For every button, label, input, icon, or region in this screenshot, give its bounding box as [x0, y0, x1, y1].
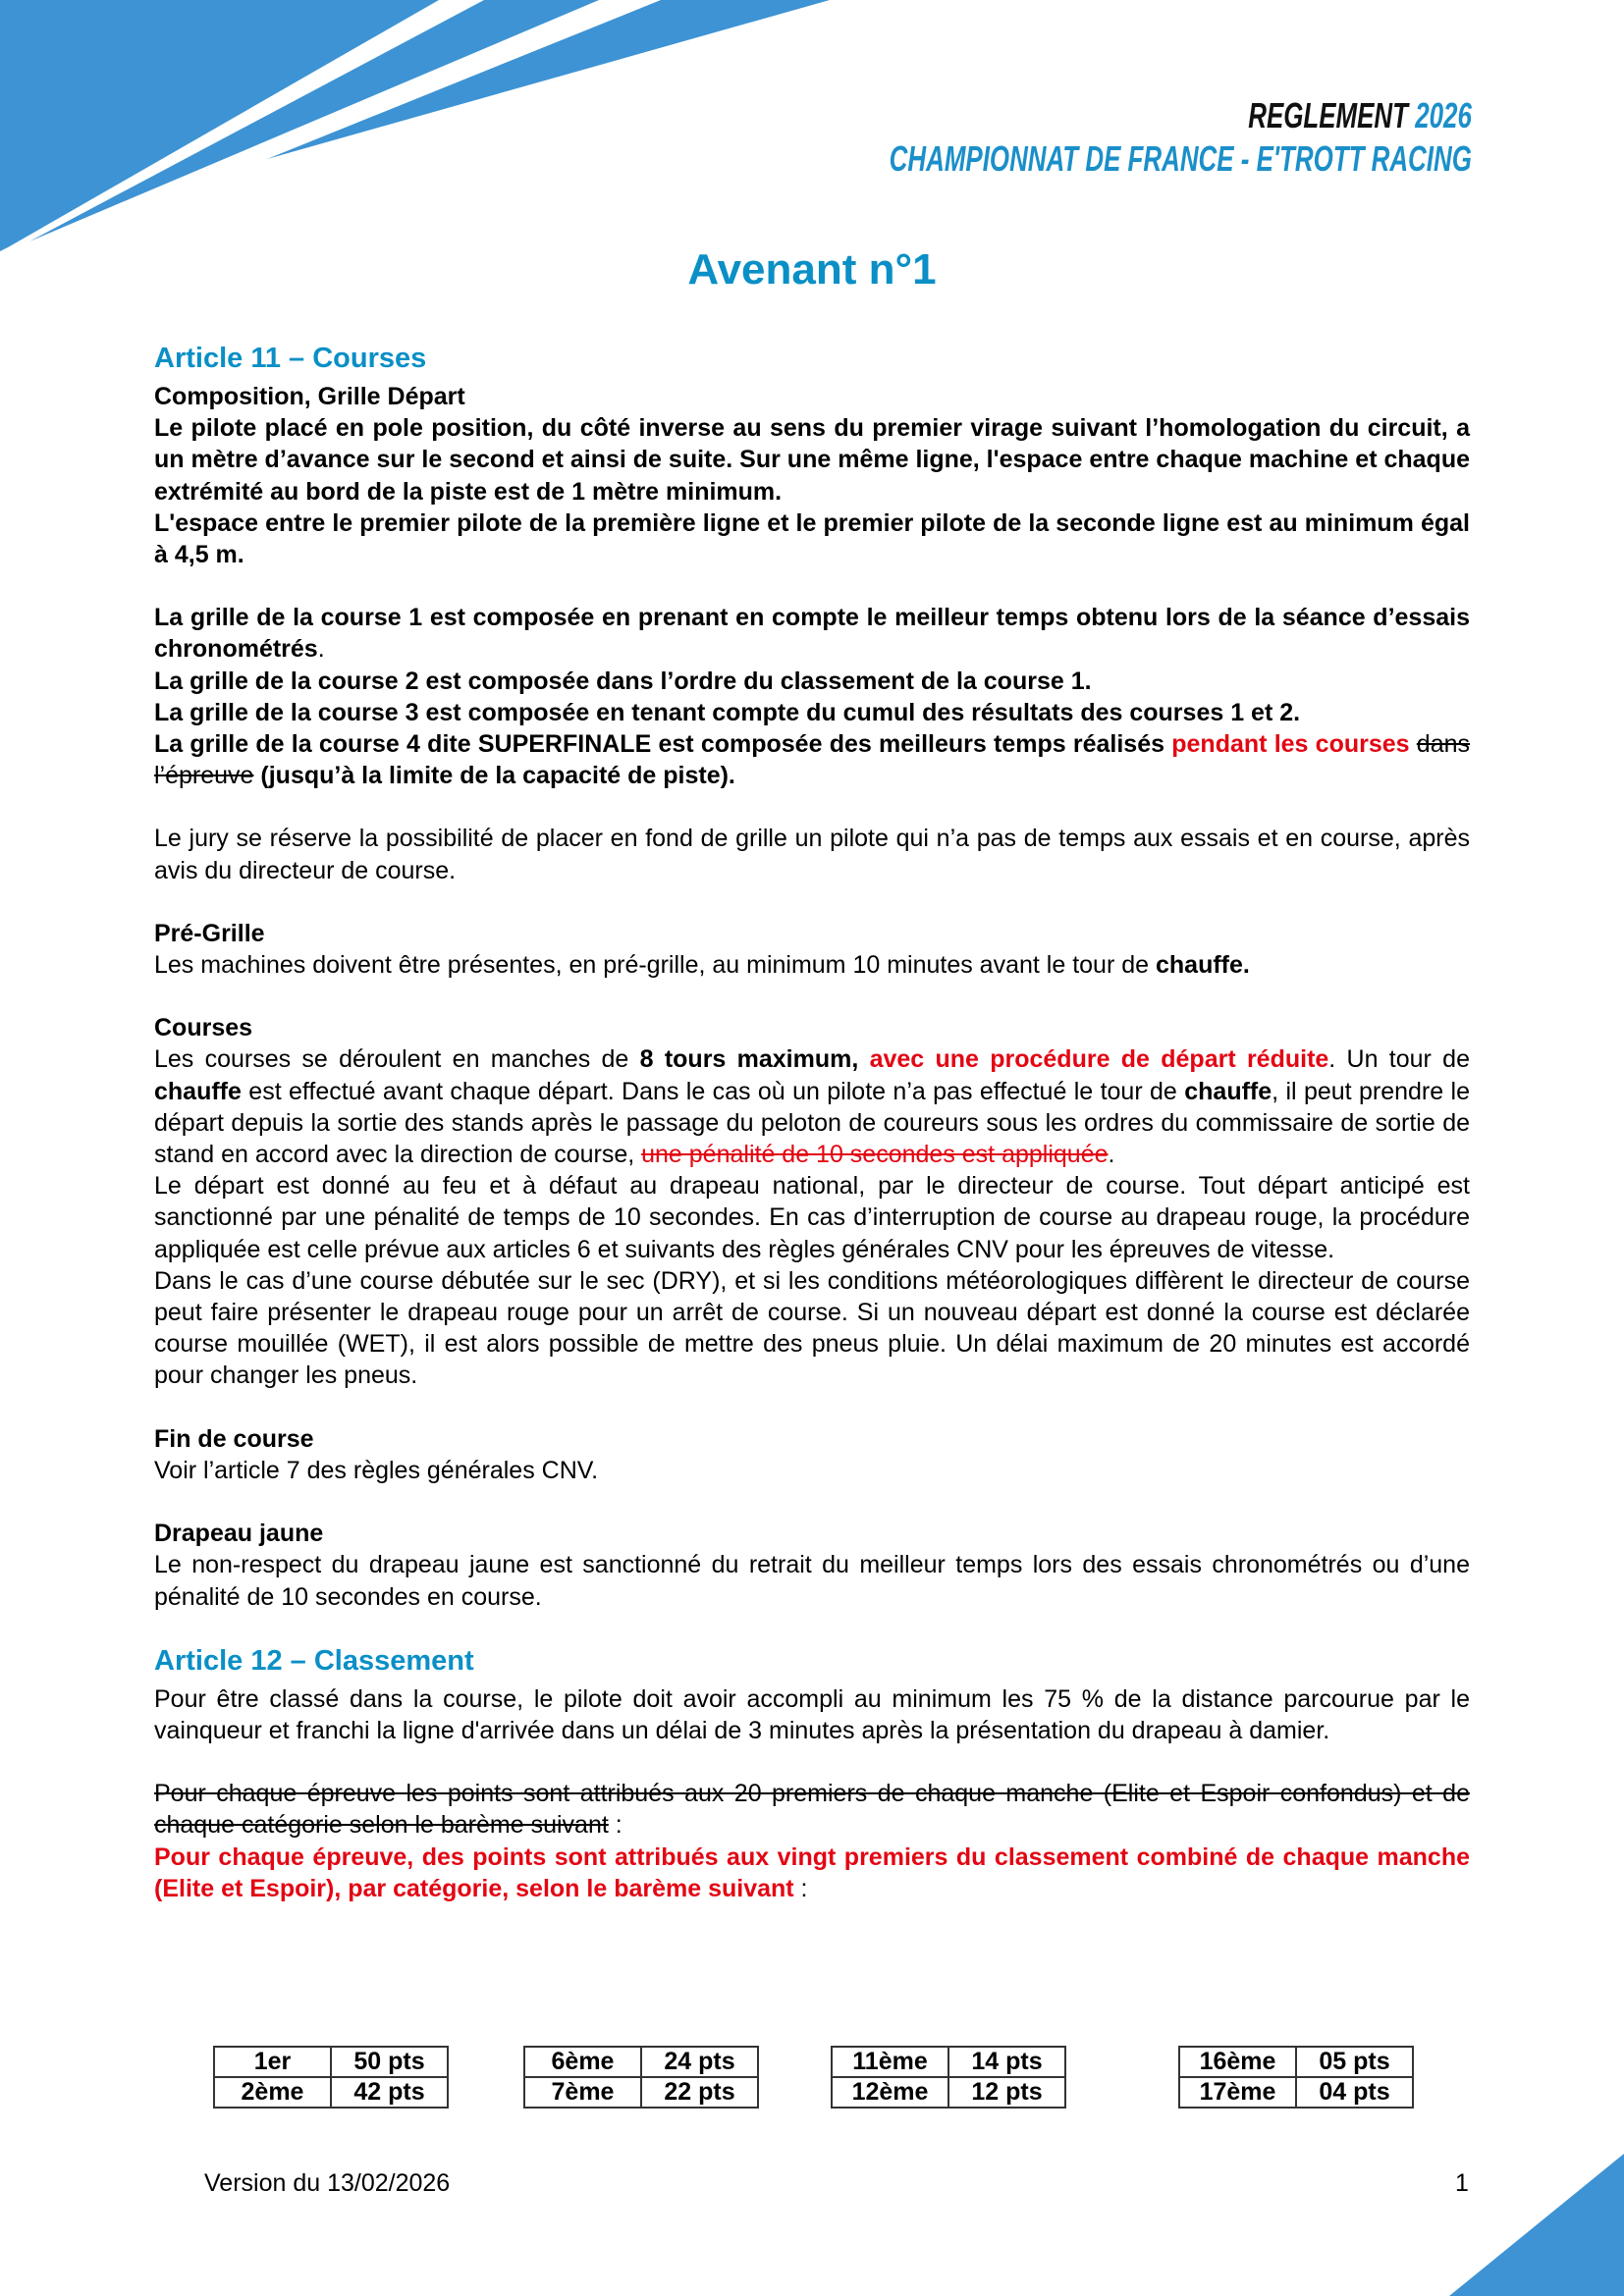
- fin-de-course-heading: Fin de course: [154, 1424, 314, 1453]
- courses-paragraph-3: Dans le cas d’une course débutée sur le sec (DRY), et si les conditions météorologiques diffèrent le directeur de course peut faire présenter le drapeau rouge pour un arrêt de course. Si un nouveau départ est donné la course est déclarée course mouillée (WET), il est alors possible de mettre des pneus pluie. Un délai maximum de 20 minutes est accordé pour changer les pneus.: [154, 1266, 1470, 1390]
- grille-course-2: La grille de la course 2 est composée dans l’ordre du classement de la course 1.: [154, 667, 1092, 695]
- page-title: Avenant n°1: [687, 245, 937, 294]
- courses-bold-laps: 8 tours maximum,: [639, 1045, 859, 1074]
- page-number: 1: [1455, 2169, 1469, 2197]
- points-cell: 42 pts: [331, 2077, 448, 2108]
- colon: :: [793, 1874, 808, 1902]
- points-added-paragraph: [154, 1842, 1470, 1904]
- courses-bold-chauffe: chauffe: [1184, 1077, 1272, 1105]
- points-cell: 12 pts: [948, 2077, 1065, 2108]
- composition-paragraph-2: L'espace entre le premier pilote de la première ligne et le premier pilote de la seconde ligne est au minimum égal à 4,5 m.: [154, 508, 1470, 569]
- amendment-added-text: pendant les courses: [1171, 730, 1410, 759]
- rank-cell: 7ème: [524, 2077, 641, 2108]
- points-cell: 05 pts: [1296, 2047, 1413, 2077]
- spacer: [154, 1392, 1470, 1423]
- rank-cell: 1er: [214, 2047, 331, 2077]
- amendment-removed-text: dans l’épreuve: [154, 730, 1471, 790]
- spacer: [154, 886, 1470, 918]
- spacer: [154, 1613, 1470, 1642]
- courses-text: , il peut prendre le départ depuis la sortie des stands après le passage du peloton de coureurs sous les ordres du commissaire de sortie de stand en accord avec la direction de course,: [154, 1077, 1470, 1169]
- spacer: [154, 1746, 1470, 1778]
- courses-text: . Un tour de: [1328, 1045, 1470, 1074]
- brand-line-reglement: [890, 94, 1472, 137]
- grille-course-1-text: La grille de la course 1 est composée en prenant en compte le meilleur temps obtenu lors de la séance d’essais chronométrés: [154, 604, 1470, 664]
- courses-bold-chauffe: chauffe: [154, 1077, 242, 1105]
- points-cell: 14 pts: [948, 2047, 1065, 2077]
- composition-paragraph-1: Le pilote placé en pole position, du côté inverse au sens du premier virage suivant l’homologation du circuit, a un mètre d’avance sur le second et ainsi de suite. Sur une même ligne, l'espace entre chaque machine et chaque extrémité au bord de la piste est de 1 mètre minimum.: [154, 414, 1470, 506]
- table-row: [524, 2047, 758, 2077]
- points-table-1: [213, 2046, 449, 2109]
- spacer: [154, 570, 1470, 602]
- points-cell: 22 pts: [641, 2077, 758, 2108]
- grille-course-4-text: La grille de la course 4 dite SUPERFINALE est composée des meilleurs temps réalisés: [154, 730, 1172, 759]
- brand-line-championship: CHAMPIONNAT DE FRANCE - E'TROTT RACING: [889, 138, 1472, 179]
- pregrille-text: Les machines doivent être présentes, en pré-grille, au minimum 10 minutes avant le tour de: [154, 951, 1156, 980]
- drapeau-jaune-paragraph: Le non-respect du drapeau jaune est sanctionné du retrait du meilleur temps lors des essais chronométrés ou d’une pénalité de 10 secondes en course.: [154, 1551, 1470, 1611]
- rank-cell: 17ème: [1179, 2077, 1296, 2108]
- amendment-added-text: avec une procédure de départ réduite: [869, 1045, 1329, 1074]
- courses-paragraph-1: [154, 1043, 1470, 1170]
- footer-version: Version du 13/02/2026: [204, 2169, 451, 2197]
- table-row: [1179, 2077, 1413, 2108]
- pregrille-paragraph: [154, 949, 1470, 981]
- rank-cell: 2ème: [214, 2077, 331, 2108]
- colon: :: [608, 1811, 623, 1840]
- brand-word: REGLEMENT: [1248, 95, 1409, 135]
- table-row: [1179, 2047, 1413, 2077]
- table-row: [214, 2077, 448, 2108]
- spacer: [154, 1486, 1470, 1518]
- classement-paragraph: Pour être classé dans la course, le pilote doit avoir accompli au minimum les 75 % de la distance parcourue par le vainqueur et franchi la ligne d'arrivée dans un délai de 3 minutes après la présentation du drapeau à damier.: [154, 1684, 1470, 1744]
- points-cell: 24 pts: [641, 2047, 758, 2077]
- composition-heading: Composition, Grille Départ: [154, 383, 465, 410]
- jury-paragraph: Le jury se réserve la possibilité de placer en fond de grille un pilote qui n’a pas de temps aux essais et en course, après avis du directeur de course.: [154, 825, 1470, 884]
- courses-text: Les courses se déroulent en manches de: [154, 1045, 640, 1074]
- rank-cell: 12ème: [832, 2077, 948, 2108]
- courses-text: est effectué avant chaque départ. Dans le cas où un pilote n’a pas effectué le tour de: [241, 1077, 1185, 1105]
- pregrille-bold: chauffe.: [1155, 951, 1250, 980]
- points-cell: 50 pts: [331, 2047, 448, 2077]
- rank-cell: 6ème: [524, 2047, 641, 2077]
- amendment-removed-text: une pénalité de 10 secondes est appliquée: [641, 1141, 1109, 1169]
- spacer: [154, 791, 1470, 823]
- courses-heading: Courses: [154, 1014, 253, 1042]
- brand-year: 2026: [1415, 95, 1472, 135]
- grille-course-4-end: (jusqu’à la limite de la capacité de piste).: [253, 762, 735, 790]
- document-brand-header: [663, 94, 1472, 181]
- amendment-removed-text: Pour chaque épreuve les points sont attribués aux 20 premiers de chaque manche (Elite et Espoir confondus) et de chaque catégorie selon le barème suivant: [154, 1780, 1470, 1840]
- rank-cell: 11ème: [832, 2047, 948, 2077]
- courses-period: .: [1108, 1141, 1115, 1169]
- amendment-added-text: Pour chaque épreuve, des points sont attribués aux vingt premiers du classement combiné de chaque manche (Elite et Espoir), par catégorie, selon le barème suivant: [154, 1842, 1470, 1902]
- footer-triangle-decoration: [1447, 2154, 1624, 2296]
- points-table-4: [1178, 2046, 1414, 2109]
- document-body: [154, 340, 1470, 1904]
- table-row: [214, 2047, 448, 2077]
- spacer: [154, 981, 1470, 1012]
- grille-course-4: [154, 728, 1470, 791]
- article-11-heading: Article 11 – Courses: [154, 343, 427, 374]
- courses-paragraph-2: Le départ est donné au feu et à défaut au drapeau national, par le directeur de course. Tout départ anticipé est sanctionné par une pénalité de temps de 10 secondes. En cas d’interruption de course au drapeau rouge, la procédure appliquée est celle prévue aux articles 6 et suivants des règles générales CNV pour les épreuves de vitesse.: [154, 1172, 1470, 1263]
- table-row: [524, 2077, 758, 2108]
- rank-cell: 16ème: [1179, 2047, 1296, 2077]
- points-cell: 04 pts: [1296, 2077, 1413, 2108]
- points-removed-paragraph: [154, 1778, 1470, 1841]
- grille-course-1: [154, 602, 1470, 665]
- drapeau-jaune-heading: Drapeau jaune: [154, 1520, 324, 1548]
- table-row: [832, 2047, 1065, 2077]
- table-row: [832, 2077, 1065, 2108]
- points-table-3: [831, 2046, 1066, 2109]
- grille-course-3: La grille de la course 3 est composée en tenant compte du cumul des résultats des courses 1 et 2.: [154, 698, 1301, 726]
- fin-de-course-paragraph: Voir l’article 7 des règles générales CNV.: [154, 1456, 599, 1484]
- article-12-heading: Article 12 – Classement: [154, 1644, 474, 1677]
- pregrille-heading: Pré-Grille: [154, 919, 265, 947]
- points-table-2: [523, 2046, 759, 2109]
- grille-course-1-period: .: [317, 635, 325, 664]
